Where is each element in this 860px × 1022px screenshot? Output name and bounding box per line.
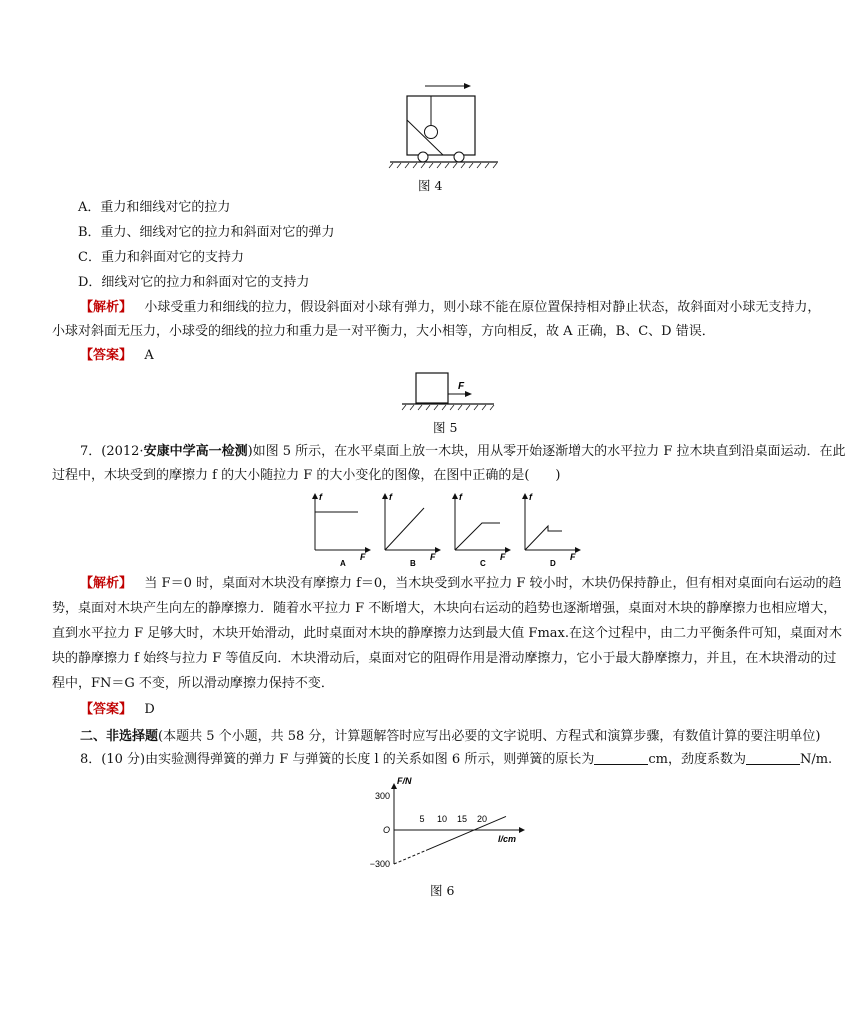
y-tick-label-1: O — [382, 825, 390, 835]
analysis-text: 当 F＝0 时，桌面对木块没有摩擦力 f＝0，当木块受到水平拉力 F 较小时，木块仍保持静止，但有相对桌面向右运动的趋 — [144, 576, 842, 591]
q6-analysis-line2: 小球对斜面无压力，小球受的细线的拉力和重力是一对平衡力，大小相等，方向相反，故 A 正确，B、C、D 错误． — [52, 324, 715, 339]
graph-a — [315, 492, 370, 568]
x-axis-label: l/cm — [498, 834, 517, 844]
ball — [425, 126, 438, 139]
graph-c-curve — [455, 523, 500, 550]
answer-tag: 【答案】 — [80, 348, 133, 363]
graph-b-xlabel: F — [430, 552, 436, 562]
q8-stem — [80, 751, 832, 769]
wheel-left — [418, 152, 428, 162]
answer-value: D — [144, 702, 155, 717]
q8-text-2: cm，劲度系数为 — [648, 752, 746, 767]
graph-d-xlabel: F — [570, 552, 576, 562]
q8-text-1: 8．(10 分)由实验测得弹簧的弹力 F 与弹簧的长度 l 的关系如图 6 所示，则弹簧的原长为 — [80, 752, 595, 767]
graph-d-curve — [525, 526, 562, 550]
answer-value: A — [144, 348, 154, 363]
analysis-text: 小球受重力和细线的拉力，假设斜面对小球有弹力，则小球不能在原位置保持相对静止状态，故斜面对小球无支持力， — [144, 300, 821, 315]
graph-d-label: D — [550, 559, 556, 568]
graph-c — [455, 492, 510, 568]
velocity-arrowhead — [464, 83, 471, 89]
q6-option-d: D．细线对它的拉力和斜面对它的支持力 — [78, 275, 310, 290]
graph-d — [525, 492, 580, 568]
graph-a-ylabel: f — [319, 492, 322, 502]
q8-text-3: N/m. — [799, 752, 833, 767]
analysis-tag: 【解析】 — [80, 576, 133, 591]
graph-d-ylabel: f — [529, 492, 532, 502]
force-label: F — [458, 381, 465, 392]
series-line-dashed — [394, 850, 426, 864]
incline — [407, 120, 443, 155]
wheel-right — [454, 152, 464, 162]
q7-stem-line2: 过程中，木块受到的摩擦力 f 的大小随拉力 F 的大小变化的图像，在图中正确的是( ) — [52, 468, 561, 483]
cart-body — [407, 96, 475, 155]
x-tick-label-5: 5 — [419, 814, 425, 824]
q6-answer — [80, 347, 154, 365]
y-axis-label: F/N — [397, 776, 412, 786]
q7-source: 安康中学高一检测 — [143, 444, 248, 459]
q7-analysis-line5: 程中，FN＝G 不变，所以滑动摩擦力保持不变． — [52, 676, 334, 691]
q7-number: 7．(2012· — [80, 444, 144, 459]
graph-b — [385, 492, 440, 568]
figure-6-chart — [362, 772, 532, 872]
section-2-note: (本题共 5 个小题，共 58 分，计算题解答时应写出必要的文字说明、方程式和演算步骤，有数值计算的要注明单位) — [158, 729, 821, 744]
q6-option-a: A．重力和细线对它的拉力 — [78, 200, 231, 215]
graph-b-label: B — [410, 559, 416, 568]
y-tick-label-0: 300 — [374, 791, 390, 801]
analysis-tag: 【解析】 — [80, 300, 133, 315]
q7-stem-text: )如图 5 所示，在水平桌面上放一木块，用从零开始逐渐增大的水平拉力 F 拉木块直到沿桌面运动．在此 — [247, 444, 846, 459]
q7-analysis-line4: 块的静摩擦力 f 始终与拉力 F 等值反向．木块滑动后，桌面对它的阻碍作用是滑动摩擦力，它小于最大静摩擦力，并且，在木块滑动的过 — [52, 651, 837, 666]
q7-graphs — [300, 488, 600, 568]
section-2-title: 二、非选择题 — [80, 729, 159, 744]
figure-4-caption: 图 4 — [418, 178, 443, 193]
force-arrowhead — [465, 391, 472, 397]
figure-5-caption: 图 5 — [433, 420, 458, 435]
graph-b-curve — [385, 508, 424, 550]
figure-5-block — [398, 368, 498, 414]
q6-option-b: B．重力、细线对它的拉力和斜面对它的弹力 — [78, 225, 335, 240]
graph-b-ylabel: f — [389, 492, 392, 502]
q7-analysis-line2: 势，桌面对木块产生向左的静摩擦力．随着水平拉力 F 不断增大，木块向右运动的趋势也逐渐增强，桌面对木块的静摩擦力也相应增大， — [52, 601, 837, 616]
x-tick-label-15: 15 — [456, 814, 468, 824]
section-2-header — [80, 728, 821, 746]
graph-a-xlabel: F — [360, 552, 366, 562]
q6-analysis-line1 — [80, 299, 820, 317]
x-tick-label-10: 10 — [436, 814, 448, 824]
wood-block — [416, 373, 448, 403]
graph-c-label: C — [480, 559, 486, 568]
x-tick-label-20: 20 — [476, 814, 488, 824]
answer-tag: 【答案】 — [80, 702, 133, 717]
q6-option-c: C．重力和斜面对它的支持力 — [78, 250, 244, 265]
q7-stem-line1 — [80, 443, 845, 461]
figure-4-cart — [385, 80, 505, 170]
graph-c-ylabel: f — [459, 492, 462, 502]
graph-c-xlabel: F — [500, 552, 506, 562]
q8-blank-k[interactable] — [746, 752, 800, 765]
graph-a-label: A — [340, 559, 346, 568]
figure-6-caption: 图 6 — [430, 883, 455, 898]
q7-analysis-line3: 直到水平拉力 F 足够大时，木块开始滑动，此时桌面对木块的静摩擦力达到最大值 Fmax.在这个过程中，由二力平衡条件可知，桌面对木 — [52, 626, 842, 641]
q7-analysis-line1 — [80, 575, 841, 593]
q8-blank-length[interactable] — [594, 752, 648, 765]
y-tick-label-2: −300 — [369, 859, 390, 869]
q7-answer — [80, 701, 155, 719]
